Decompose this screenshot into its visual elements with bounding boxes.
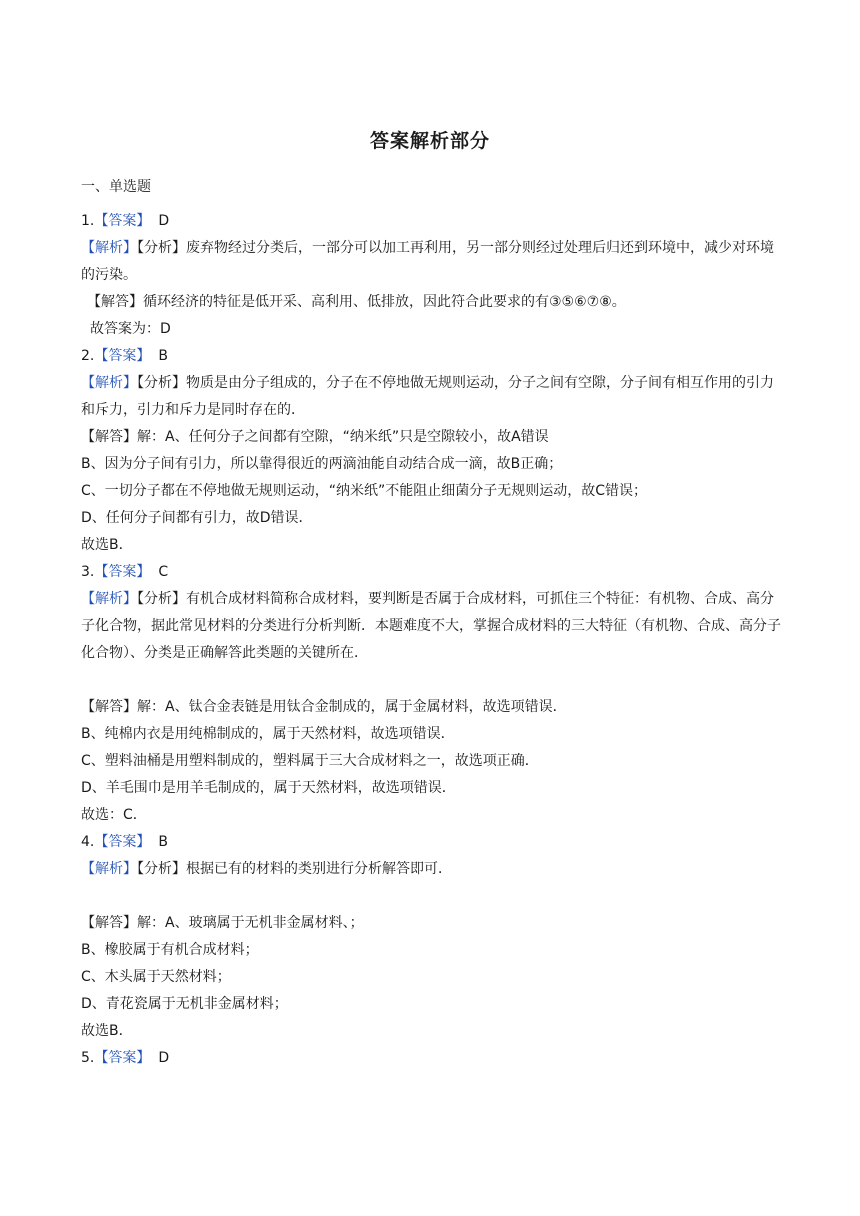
question-3-conclusion: 故选：C． <box>81 807 147 823</box>
question-5-answer-line <box>81 1045 781 1072</box>
question-2-option-d: D、任何分子间都有引力，故D错误． <box>81 510 313 526</box>
spacer <box>81 883 781 910</box>
jiexi-tag: 【解析】 <box>81 240 137 256</box>
answer-value: C <box>158 564 169 580</box>
answer-value: D <box>158 1050 170 1066</box>
question-3-solution-a: 【解答】解：A、钛合金表链是用钛合金制成的，属于金属材料，故选项错误． <box>81 699 567 715</box>
answer-value: B <box>158 348 168 364</box>
question-1-analysis <box>81 235 781 289</box>
question-4-option-b: B、橡胶属于有机合成材料； <box>81 942 259 958</box>
question-2-option-c: C、一切分子都在不停地做无规则运动，“纳米纸”不能阻止细菌分子无规则运动，故C错误； <box>81 483 648 499</box>
question-number: 3. <box>81 564 95 580</box>
answer-tag: 【答案】 <box>94 564 151 580</box>
answer-content <box>81 208 781 1072</box>
answer-tag: 【答案】 <box>94 213 151 229</box>
question-number: 5. <box>81 1050 95 1066</box>
analysis-text: 【分析】有机合成材料简称合成材料，要判断是否属于合成材料，可抓住三个特征：有机物、合成、高分子化合物，据此常见材料的分类进行分析判断．本题难度不大，掌握合成材料的三大特征（有机物、合成、高分子化合物）、分类是正确解答此类题的关键所在． <box>81 591 781 661</box>
jiexi-tag: 【解析】 <box>81 375 137 391</box>
answer-tag: 【答案】 <box>94 1050 151 1066</box>
question-3-option-d: D、羊毛围巾是用羊毛制成的，属于天然材料，故选项错误． <box>81 780 456 796</box>
question-2-conclusion: 故选B． <box>81 537 133 553</box>
question-3-option-c: C、塑料油桶是用塑料制成的，塑料属于三大合成材料之一，故选项正确． <box>81 753 539 769</box>
section-heading: 一、单选题 <box>81 179 151 195</box>
question-1-solution: 【解答】循环经济的特征是低开采、高利用、低排放，因此符合此要求的有③⑤⑥⑦⑧。 <box>87 294 626 310</box>
question-2-analysis <box>81 370 781 424</box>
question-4-answer-line <box>81 829 781 856</box>
question-4-option-c: C、木头属于天然材料； <box>81 969 231 985</box>
answer-value: D <box>158 213 170 229</box>
question-3-analysis <box>81 586 781 667</box>
question-3-option-b: B、纯棉内衣是用纯棉制成的，属于天然材料，故选项错误． <box>81 726 455 742</box>
page-title: 答案解析部分 <box>369 130 490 152</box>
question-1-conclusion: 故答案为：D <box>90 321 171 337</box>
question-number: 1. <box>81 213 95 229</box>
question-2-solution-a: 【解答】解：A、任何分子之间都有空隙，“纳米纸”只是空隙较小，故A错误 <box>81 429 549 445</box>
question-2-option-b: B、因为分子间有引力，所以靠得很近的两滴油能自动结合成一滴，故B正确； <box>81 456 563 472</box>
question-4-option-d: D、青花瓷属于无机非金属材料； <box>81 996 288 1012</box>
answer-value: B <box>158 834 168 850</box>
analysis-text: 【分析】物质是由分子组成的，分子在不停地做无规则运动，分子之间有空隙，分子间有相互作用的引力和斥力，引力和斥力是同时存在的． <box>81 375 774 418</box>
question-2-answer-line <box>81 343 781 370</box>
analysis-text: 【分析】根据已有的材料的类别进行分析解答即可． <box>137 861 452 877</box>
question-number: 2. <box>81 348 95 364</box>
question-number: 4. <box>81 834 95 850</box>
jiexi-tag: 【解析】 <box>81 861 137 877</box>
spacer <box>81 667 781 694</box>
answer-tag: 【答案】 <box>94 834 151 850</box>
question-4-analysis <box>81 856 781 883</box>
analysis-text: 【分析】废弃物经过分类后，一部分可以加工再利用，另一部分则经过处理后归还到环境中，减少对环境的污染。 <box>81 240 774 283</box>
question-1-answer-line <box>81 208 781 235</box>
question-3-answer-line <box>81 559 781 586</box>
question-4-conclusion: 故选B． <box>81 1023 133 1039</box>
question-4-solution-a: 【解答】解：A、玻璃属于无机非金属材料、； <box>81 915 364 931</box>
answer-tag: 【答案】 <box>94 348 151 364</box>
jiexi-tag: 【解析】 <box>81 591 137 607</box>
